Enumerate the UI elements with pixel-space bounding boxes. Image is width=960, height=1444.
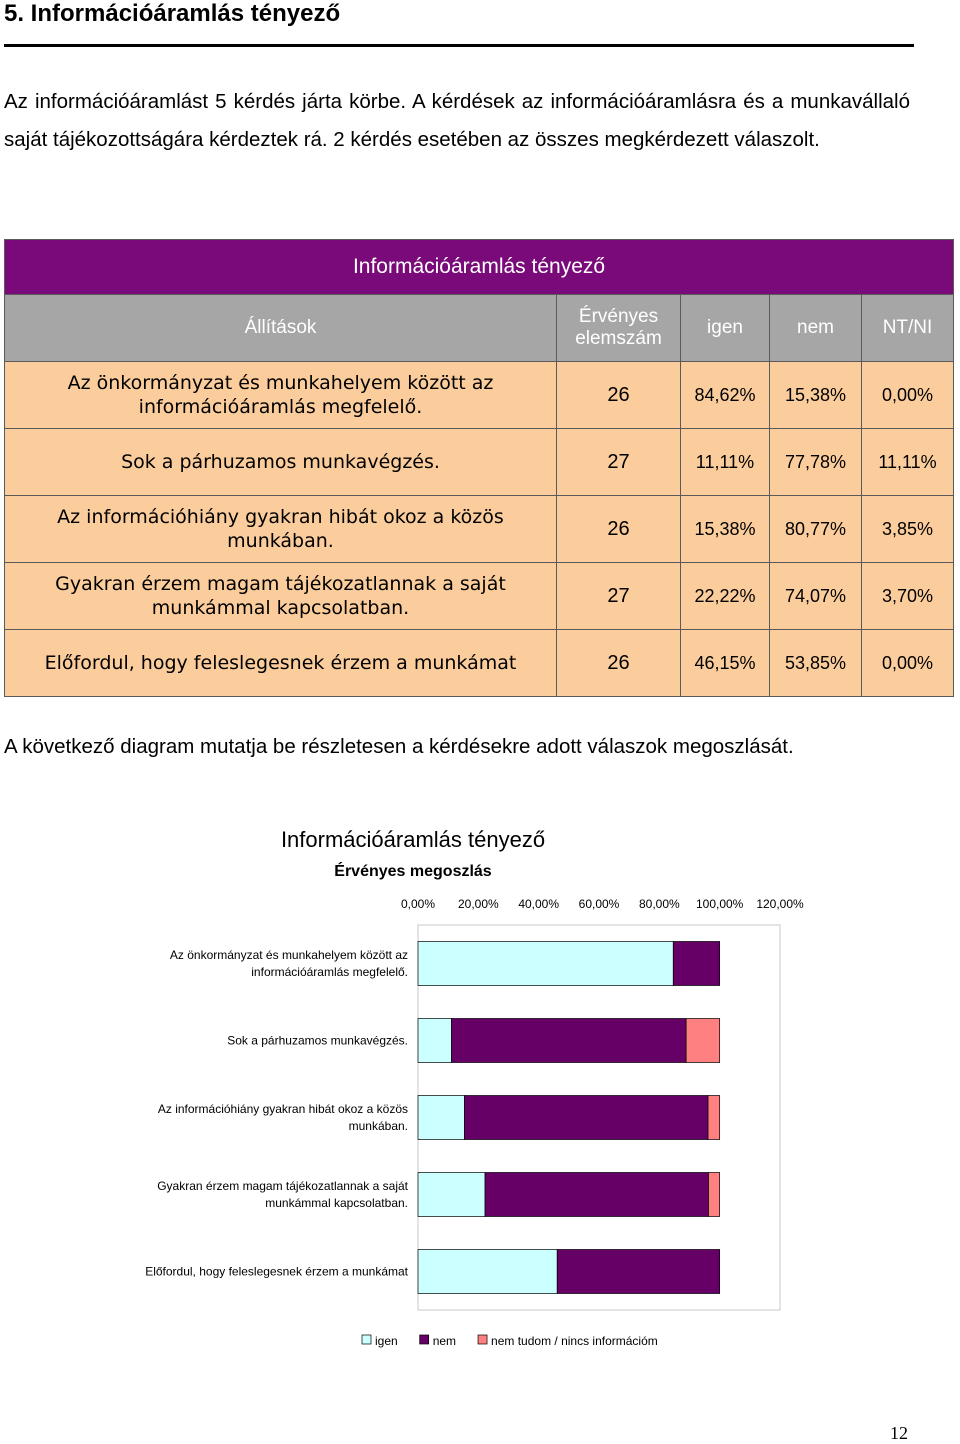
category-label: Az információhiány gyakran hibát okoz a közös	[157, 1102, 408, 1116]
bar-segment	[673, 942, 719, 986]
bar-segment	[485, 1173, 708, 1217]
legend-swatch	[420, 1335, 429, 1344]
na-cell: 0,00%	[862, 630, 954, 697]
x-tick-label: 60,00%	[578, 897, 620, 911]
statement-cell: Gyakran érzem magam tájékozatlannak a saját munkámmal kapcsolatban.	[5, 563, 557, 630]
x-tick-label: 0,00%	[400, 897, 436, 911]
intro-paragraph: Az információáramlást 5 kérdés járta körbe. A kérdések az információáramlásra és a munkavállaló saját tájékozottságára kérdeztek rá. 2 kérdés esetében az összes megkérdezett válaszolt.	[4, 90, 910, 151]
yes-cell: 11,11%	[681, 429, 770, 496]
bar-segment	[557, 1250, 719, 1294]
category-label: munkámmal kapcsolatban.	[265, 1196, 408, 1210]
na-cell: 0,00%	[862, 362, 954, 429]
bar-segment	[464, 1096, 708, 1140]
count-cell: 26	[557, 630, 681, 697]
yes-cell: 22,22%	[681, 563, 770, 630]
x-tick-label: 80,00%	[638, 897, 680, 911]
category-label: Az önkormányzat és munkahelyem között az	[169, 948, 408, 962]
na-cell: 3,85%	[862, 496, 954, 563]
x-tick-label: 40,00%	[518, 897, 560, 911]
bar-segment	[418, 1019, 452, 1063]
chart-subtitle: Érvényes megoszlás	[334, 863, 492, 880]
bar-segment	[418, 1096, 464, 1140]
table-row	[5, 429, 954, 496]
statement-cell: Előfordul, hogy feleslegesnek érzem a munkámat	[5, 630, 557, 697]
section-heading: 5. Információáramlás tényező	[4, 0, 341, 27]
header-no: nem	[770, 295, 862, 362]
bar-segment	[418, 942, 673, 986]
page-number: 12	[890, 1423, 908, 1443]
bar-segment	[418, 1173, 485, 1217]
no-cell: 15,38%	[770, 362, 862, 429]
header-count: Érvényes elemszám	[557, 295, 681, 362]
statement-cell: Sok a párhuzamos munkavégzés.	[5, 429, 557, 496]
category-label: munkában.	[348, 1119, 408, 1133]
bar-segment	[418, 1250, 557, 1294]
x-tick-label: 100,00%	[695, 897, 744, 911]
legend-swatch	[478, 1335, 487, 1344]
table-title: Információáramlás tényező	[5, 240, 954, 295]
category-label: Sok a párhuzamos munkavégzés.	[227, 1033, 408, 1048]
legend-label: igen	[375, 1334, 398, 1348]
count-cell: 26	[557, 496, 681, 563]
x-tick-label: 120,00%	[756, 897, 804, 911]
bar-segment	[708, 1096, 720, 1140]
yes-cell: 46,15%	[681, 630, 770, 697]
no-cell: 74,07%	[770, 563, 862, 630]
chart-intro-text: A következő diagram mutatja be részletesen a kérdésekre adott válaszok megoszlását.	[4, 735, 794, 758]
chart-title: Információáramlás tényező	[280, 827, 546, 852]
heading-rule	[4, 44, 914, 47]
x-tick-label: 20,00%	[457, 897, 499, 911]
header-statements: Állítások	[5, 295, 557, 362]
category-label: Gyakran érzem magam tájékozatlannak a saját	[157, 1179, 408, 1193]
yes-cell: 15,38%	[681, 496, 770, 563]
yes-cell: 84,62%	[681, 362, 770, 429]
statement-cell: Az önkormányzat és munkahelyem között az információáramlás megfelelő.	[5, 362, 557, 429]
na-cell: 11,11%	[862, 429, 954, 496]
bar-segment	[708, 1173, 719, 1217]
table-row	[5, 630, 954, 697]
bar-segment	[452, 1019, 687, 1063]
legend-label: nem tudom / nincs információm	[491, 1334, 658, 1348]
header-yes: igen	[681, 295, 770, 362]
count-cell: 27	[557, 563, 681, 630]
count-cell: 27	[557, 429, 681, 496]
legend-swatch	[362, 1335, 371, 1344]
no-cell: 77,78%	[770, 429, 862, 496]
legend-label: nem	[432, 1334, 457, 1348]
header-na: NT/NI	[862, 295, 954, 362]
na-cell: 3,70%	[862, 563, 954, 630]
bar-segment	[686, 1019, 720, 1063]
no-cell: 53,85%	[770, 630, 862, 697]
category-label: Előfordul, hogy feleslegesnek érzem a munkámat	[145, 1264, 408, 1279]
stacked-bar-chart	[0, 800, 960, 1380]
category-label: információáramlás megfelelő.	[251, 965, 408, 979]
table-row	[5, 563, 954, 630]
statement-cell: Az információhiány gyakran hibát okoz a közös munkában.	[5, 496, 557, 563]
table-row	[5, 496, 954, 563]
info-flow-table	[4, 239, 954, 697]
table-row	[5, 362, 954, 429]
no-cell: 80,77%	[770, 496, 862, 563]
count-cell: 26	[557, 362, 681, 429]
